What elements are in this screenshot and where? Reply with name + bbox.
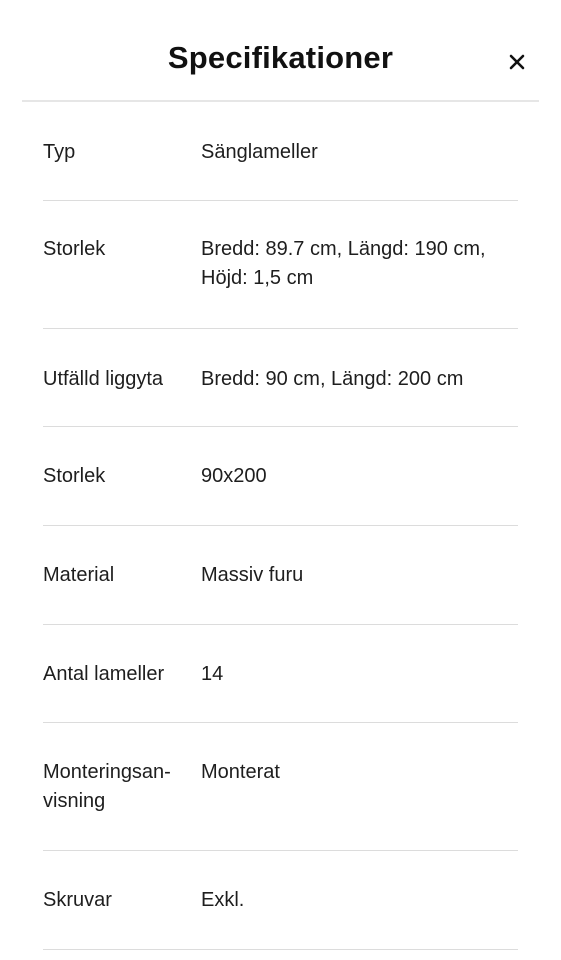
spec-value: 90x200 <box>201 465 267 487</box>
spec-label: Material <box>43 564 115 586</box>
spec-label: Monteringsan-visning <box>43 761 171 812</box>
spec-row-slat-count <box>43 625 518 723</box>
spec-row-screws <box>43 851 518 950</box>
spec-value: Exkl. <box>201 889 245 911</box>
spec-row-assembly <box>43 723 518 851</box>
spec-label: Storlek <box>43 465 106 487</box>
spec-label: Typ <box>43 141 76 163</box>
spec-value: Massiv furu <box>201 564 304 586</box>
spec-label: Skruvar <box>43 889 112 911</box>
spec-label: Utfälld liggyta <box>43 368 164 390</box>
spec-list <box>43 102 518 950</box>
spec-value: Monterat <box>201 761 280 783</box>
spec-row-unfolded-area <box>43 329 518 427</box>
modal-header <box>22 0 539 102</box>
spec-row-bed-size <box>43 427 518 526</box>
spec-value: 14 <box>201 663 224 685</box>
spec-row-size <box>43 201 518 329</box>
spec-value: Sänglameller <box>201 141 318 163</box>
spec-label: Antal lameller <box>43 663 165 685</box>
page-title: Specifikationer <box>167 40 394 75</box>
spec-row-type <box>43 102 518 201</box>
close-icon <box>509 54 525 70</box>
spec-row-material <box>43 526 518 625</box>
spec-value: Bredd: 89.7 cm, Längd: 190 cm, Höjd: 1,5 cm <box>201 238 486 289</box>
spec-value: Bredd: 90 cm, Längd: 200 cm <box>201 368 464 390</box>
spec-label: Storlek <box>43 238 106 260</box>
close-button[interactable] <box>501 46 533 78</box>
